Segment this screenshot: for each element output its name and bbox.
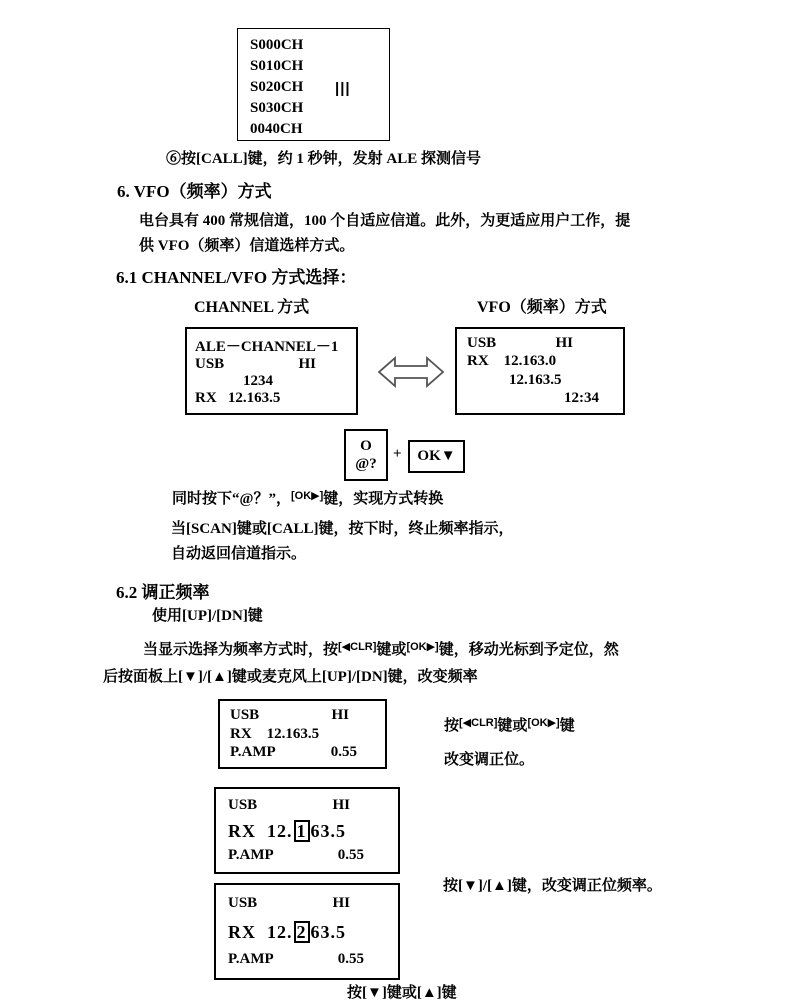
channel-list-box [237,28,390,141]
freq-display-3 [214,883,400,980]
clr-key-inline-icon: [◀CLR] [338,641,377,653]
combo-pre: 同时按下“@？”， [172,491,291,507]
display-line [228,797,386,814]
cursor-digit: 1 [294,820,310,842]
display-line [195,356,348,373]
mode-usb: USB [228,895,258,911]
section-62-heading: 6.2 调正频率 [116,583,210,602]
pamp-label: P.AMP [228,951,274,967]
display-line [195,390,348,407]
pamp-value: 0.55 [337,847,364,863]
section-61-heading: 6.1 CHANNEL/VFO 方式选择： [116,268,357,287]
scan-position-marker: ||| [335,80,351,97]
power-hi: HI [298,356,316,372]
display-line [228,820,386,842]
at-key-top-label: O [360,438,372,454]
display-line [195,373,348,390]
rx-frequency-post: 63.5 [310,921,346,942]
channel-mode-label: CHANNEL 方式 [194,299,310,316]
clock-time: 12:34 [564,389,599,406]
second-frequency: 12.163.5 [509,371,562,388]
vfo-mode-label: VFO（频率）方式 [477,299,607,316]
display-line [230,744,375,761]
display-line [228,895,386,912]
freq-display-1 [218,699,387,769]
power-hi: HI [331,707,349,723]
combo-post: 键，实现方式转换 [323,491,444,507]
pamp-label: P.AMP [228,847,274,863]
mode-swap-arrow-icon [376,351,446,393]
display-line [467,353,613,370]
channel-mode-display [185,327,358,415]
display-line [467,372,613,389]
power-hi: HI [332,797,350,813]
note-mid: 键或 [497,718,528,734]
ale-channel-text: ALE－CHANNEL－1 [195,339,339,355]
display-line [230,707,375,724]
mode-usb: USB [230,707,260,723]
display-line [228,847,386,864]
display-line [230,726,375,743]
channel-list-item: S030CH [250,100,304,116]
display-line [228,951,386,968]
para-mid: 键或 [376,642,407,658]
side-note-2: 按[▼]/[▲]键，改变调正位频率。 [443,878,662,894]
step-instruction: ⑥按[CALL]键，约 1 秒钟，发射 ALE 探测信号 [166,151,482,167]
adjust-paragraph-line1 [143,640,619,662]
freq-display-2 [214,787,400,874]
plus-sign: + [393,446,402,462]
ok-key-label: OK▼ [417,448,456,464]
channel-list-item: S020CH [250,79,304,95]
scan-note-line2: 自动返回信道指示。 [171,546,307,562]
pamp-label: P.AMP [230,744,276,760]
channel-list-item: 0040CH [250,121,303,137]
vfo-mode-display [455,327,625,415]
mode-usb: USB [195,356,225,372]
scan-note-line1: 当[SCAN]键或[CALL]键，按下时，终止频率指示， [171,521,514,537]
side-note-1-line2: 改变调正位。 [444,752,535,768]
clipped-footer-line: 按[▼]键或[▲]键 [347,985,457,1001]
pamp-value: 0.55 [337,951,364,967]
power-hi: HI [555,335,573,351]
adjust-paragraph-line2: 后按面板上[▼]/[▲]键或麦克风上[UP]/[DN]键，改变频率 [103,669,478,685]
channel-list-item: S010CH [250,58,304,74]
section-6-paragraph-line1: 电台具有 400 常规信道，100 个自适应信道。此外，为更适应用户工作，提 [139,213,631,229]
display-line [467,390,613,407]
ok-key-inline-icon: [OK▶] [290,490,324,502]
power-hi: HI [332,895,350,911]
channel-code: 1234 [243,373,273,389]
rx-frequency-pre: RX 12. [228,921,293,942]
combo-instruction [172,489,443,511]
rx-frequency-pre: RX 12. [228,820,293,841]
ok-key [408,440,465,473]
section-6-heading: 6. VFO（频率）方式 [117,182,272,201]
para-pre: 当显示选择为频率方式时，按 [143,642,339,658]
mode-usb: USB [228,797,258,813]
at-key-bottom-label: @? [355,456,377,472]
channel-list-item: S000CH [250,37,304,53]
section-6-paragraph-line2: 供 VFO（频率）信道选样方式。 [139,238,355,254]
para-post: 键，移动光标到予定位，然 [438,642,619,658]
updn-key-note: 使用[UP]/[DN]键 [152,608,263,624]
pamp-value: 0.55 [330,744,357,760]
ok-key-inline-icon: [OK▶] [527,717,560,729]
rx-frequency: RX 12.163.5 [230,725,320,742]
display-line [467,335,613,352]
note-post: 键 [559,718,575,734]
display-line [228,921,386,943]
mode-usb: USB [467,335,497,351]
note-pre: 按 [444,718,460,734]
display-line [195,335,348,356]
rx-frequency: RX 12.163.0 [467,353,557,370]
rx-frequency: RX 12.163.5 [195,390,281,406]
ok-key-inline-icon: [OK▶] [406,641,439,653]
side-note-1-line1 [444,716,575,738]
at-key [344,429,388,481]
cursor-digit: 2 [294,921,310,943]
rx-frequency-post: 63.5 [310,820,346,841]
clr-key-inline-icon: [◀CLR] [459,717,498,729]
